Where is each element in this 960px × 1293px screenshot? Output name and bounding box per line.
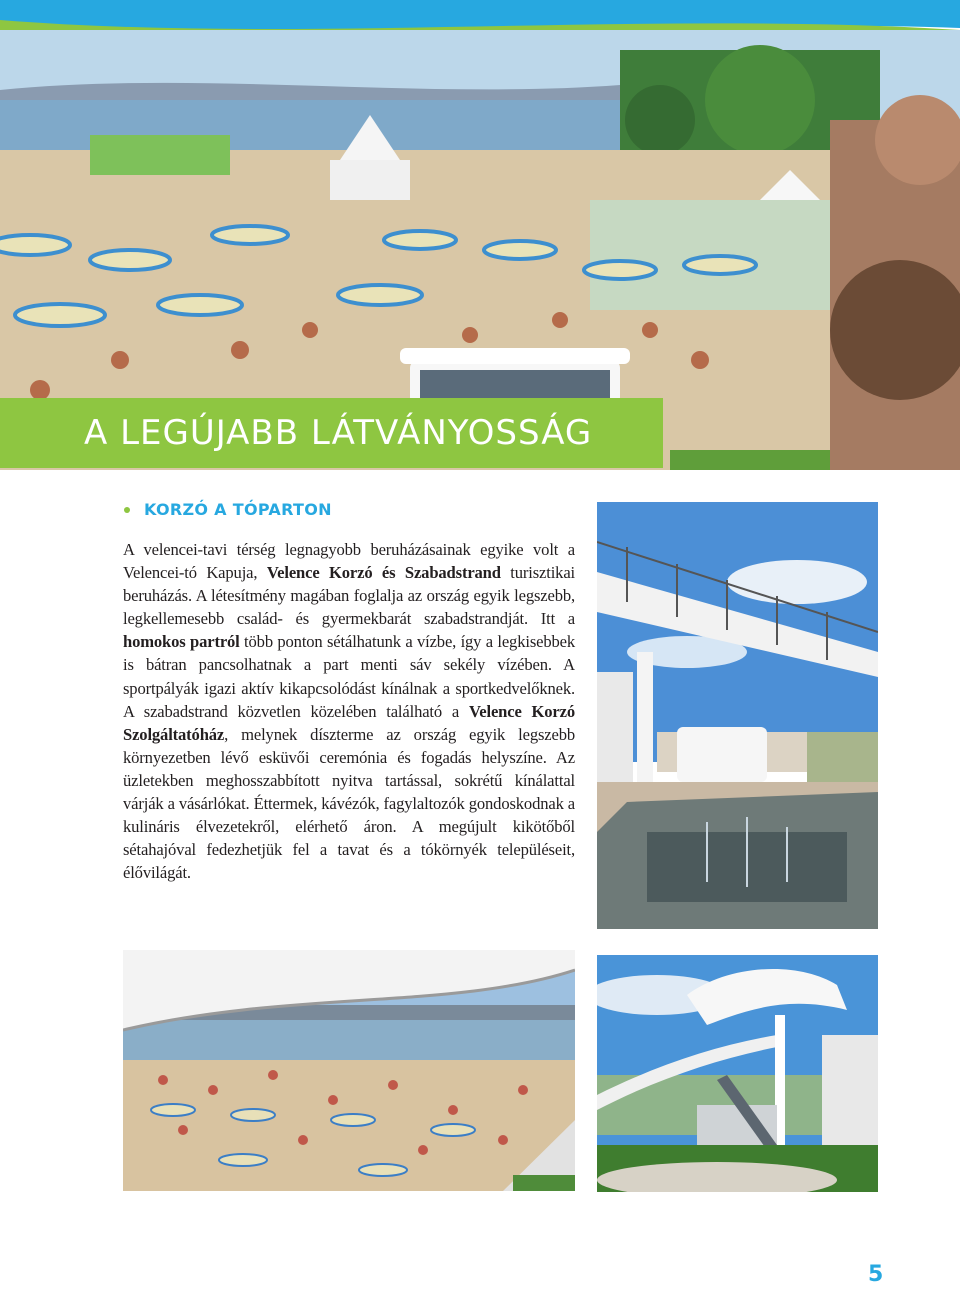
body-text-2: turisztikai beruházás. A létesítmény magában foglalja az ország egyik legszebb, legkellemesebb család- és gyermekbarát szabadstrandját. Itt a <box>123 563 576 629</box>
body-bold-homokos-part: homokos partról <box>123 632 240 652</box>
page-title: A LEGÚJABB LÁTVÁNYOSSÁG <box>84 413 593 453</box>
body-bold-velence-korzo-szabadstrand: Velence Korzó és Szabadstrand <box>266 563 501 583</box>
promenade-fountain-photo <box>597 502 878 929</box>
pavilion-photo <box>597 955 878 1192</box>
body-text-4: , melynek díszterme az ország egyik legszebb környezetben lévő esküvői ceremónia és fogadás helyszíne. Az üzletekben meghosszabbított nyitva tartással, sokrétű kínálattal várják a vásárlókat. Éttermek, kávézók, fagylaltozók gondoskodnak a kulináris élvezetekről, elérhető áron. A megújult kikötőből sétahajóval fedezhetjük fel a tavat és a tókörnyék településeit, élővilágát. <box>123 724 575 883</box>
body-text-1: A velencei-tavi térség legnagyobb beruházásainak egyike volt a Velencei-tó Kapuja, <box>123 540 575 583</box>
section-heading <box>124 500 332 519</box>
title-band <box>0 398 663 468</box>
body-bold-szolgaltatohaz: Velence Korzó Szolgáltatóház <box>123 701 575 744</box>
bullet-icon <box>124 507 130 513</box>
body-paragraph <box>123 538 575 884</box>
body-text-3: több ponton sétálhatunk a vízbe, így a legkisebbek is bátran pancsolhatnak a part menti sáv sekély vízében. A sportpályák igazi aktív kikapcsolódást kínálnak a sportkedvelőknek. A szabadstrand közvetlen közelében található a <box>123 632 575 721</box>
section-heading-label: KORZÓ A TÓPARTON <box>144 500 332 519</box>
crowded-beach-photo <box>123 950 575 1191</box>
page-number: 5 <box>868 1262 884 1287</box>
